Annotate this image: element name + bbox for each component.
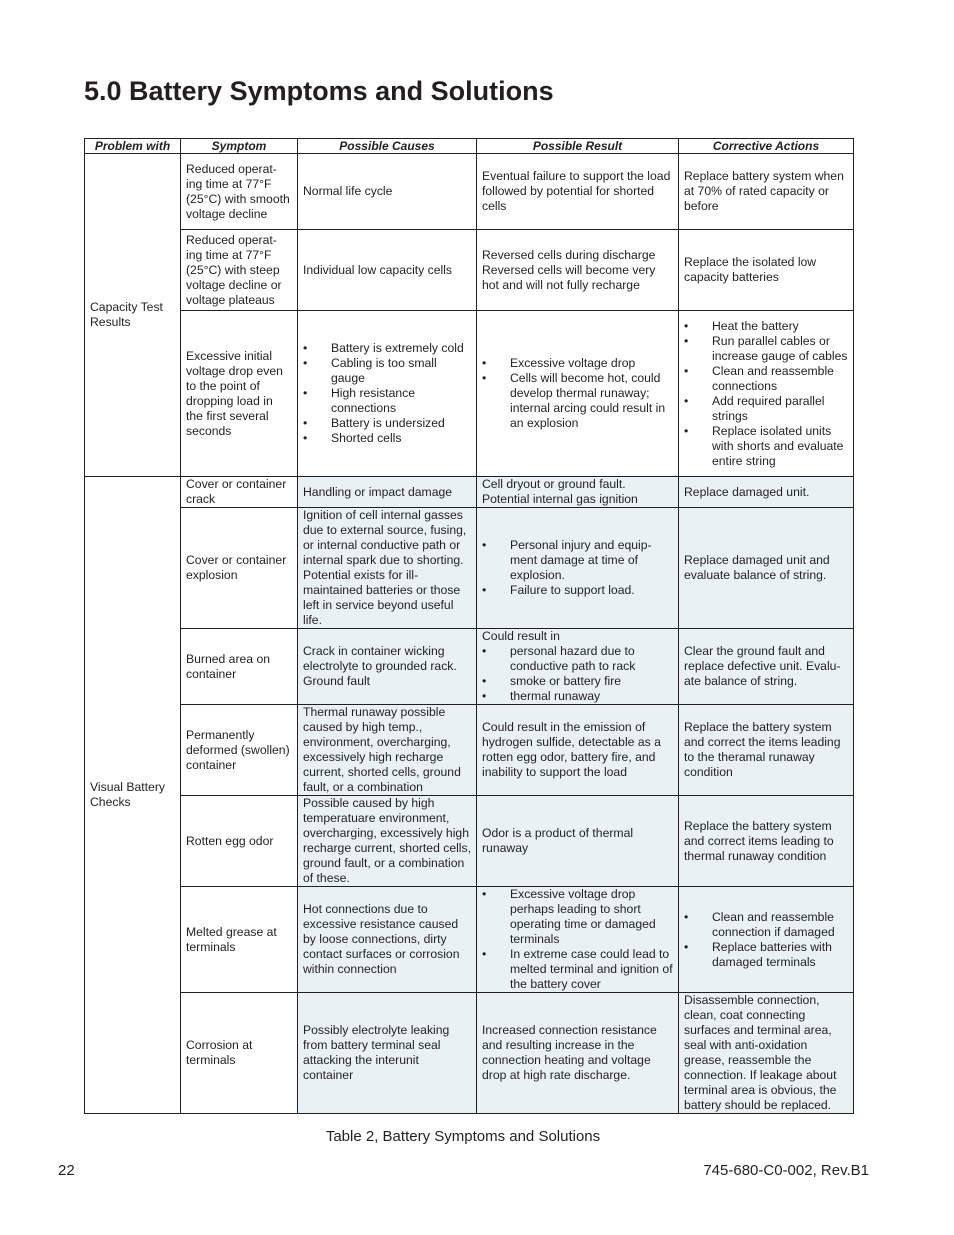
table-row <box>85 230 854 311</box>
result-cell: Eventual failure to support the load followed by potential for shorted cells <box>477 154 679 230</box>
symptom-cell: Rotten egg odor <box>181 796 298 887</box>
symptom-cell: Melted grease at terminals <box>181 887 298 993</box>
causes-cell: Crack in container wicking electrolyte to grounded rack. Ground fault <box>298 629 477 705</box>
causes-cell: Thermal runaway possible caused by high temp., environment, overcharging, excessively high recharge current, shorted cells, ground fault, or a combination <box>298 705 477 796</box>
result-list <box>482 644 674 704</box>
symptom-cell: Burned area on container <box>181 629 298 705</box>
list-item: • Personal injury and equip-ment damage at time of explosion. <box>482 538 674 583</box>
table-header-row <box>85 139 854 154</box>
header-symptom: Symptom <box>181 139 298 154</box>
causes-cell: Hot connections due to excessive resistance caused by loose connections, dirty contact surfaces or corrosion within connection <box>298 887 477 993</box>
header-corrective-actions: Corrective Actions <box>679 139 854 154</box>
list-item: • Failure to support load. <box>482 583 674 598</box>
table-row <box>85 705 854 796</box>
result-cell: Odor is a product of thermal runaway <box>477 796 679 887</box>
actions-cell: Replace the isolated low capacity batteries <box>679 230 854 311</box>
page-title: 5.0 Battery Symptoms and Solutions <box>84 76 554 106</box>
table-row <box>85 796 854 887</box>
causes-cell: Normal life cycle <box>298 154 477 230</box>
table-row <box>85 154 854 230</box>
result-list <box>482 887 674 992</box>
list-item: • Battery is undersized <box>303 416 472 431</box>
result-cell: Reversed cells during discharge Reversed cells will become very hot and will not fully recharge <box>477 230 679 311</box>
causes-cell: Possible caused by high temperatuare environment, overcharging, excessively high recharge current, shorted cells, ground fault, or a combination of these. <box>298 796 477 887</box>
table-row <box>85 629 854 705</box>
actions-cell <box>679 887 854 993</box>
causes-cell: Individual low capacity cells <box>298 230 477 311</box>
list-item: • personal hazard due to conductive path to rack <box>482 644 674 674</box>
table-row <box>85 477 854 508</box>
list-item: • Shorted cells <box>303 431 472 446</box>
table-row <box>85 993 854 1114</box>
table-row <box>85 887 854 993</box>
actions-cell: Disassemble connection, clean, coat connecting surfaces and terminal area, seal with anti-oxidation grease, reassemble the connection. If leakage about terminal area is obvious, the battery should be replaced. <box>679 993 854 1114</box>
list-item: • thermal runaway <box>482 689 674 704</box>
table-row <box>85 311 854 477</box>
list-item: • Add required parallel strings <box>684 394 849 424</box>
list-item: • Heat the battery <box>684 319 849 334</box>
battery-symptoms-table <box>84 138 854 1114</box>
causes-cell: Ignition of cell internal gasses due to external source, fusing, or internal conductive path or internal spark due to shorting. Potential exists for ill-maintained batteries or those left in service beyond useful life. <box>298 508 477 629</box>
problem-group-capacity-test: Capacity Test Results <box>85 154 181 477</box>
list-item: • Replace batteries with damaged terminals <box>684 940 849 970</box>
document-id: 745-680-C0-002, Rev.B1 <box>703 1162 869 1179</box>
actions-cell: Replace damaged unit and evaluate balance of string. <box>679 508 854 629</box>
list-item: • Clean and reassemble connection if damaged <box>684 910 849 940</box>
result-list <box>482 356 674 431</box>
result-cell <box>477 629 679 705</box>
list-item: • Clean and reassemble connections <box>684 364 849 394</box>
result-cell <box>477 311 679 477</box>
causes-cell <box>298 311 477 477</box>
causes-cell: Handling or impact damage <box>298 477 477 508</box>
header-possible-causes: Possible Causes <box>298 139 477 154</box>
causes-cell: Possibly electrolyte leaking from battery terminal seal attacking the interunit container <box>298 993 477 1114</box>
result-cell <box>477 508 679 629</box>
actions-cell: Clear the ground fault and replace defective unit. Evalu-ate balance of string. <box>679 629 854 705</box>
actions-cell: Replace battery system when at 70% of rated capacity or before <box>679 154 854 230</box>
actions-cell <box>679 311 854 477</box>
list-item: • Cells will become hot, could develop thermal runaway; internal arcing could result in an explosion <box>482 371 674 431</box>
list-item: • smoke or battery fire <box>482 674 674 689</box>
list-item: • Excessive voltage drop perhaps leading to short operating time or damaged terminals <box>482 887 674 947</box>
causes-list <box>303 341 472 446</box>
result-cell: Could result in the emission of hydrogen sulfide, detectable as a rotten egg odor, battery fire, and inability to support the load <box>477 705 679 796</box>
actions-cell: Replace the battery system and correct items leading to thermal runaway condition <box>679 796 854 887</box>
actions-list <box>684 319 849 469</box>
result-cell: Increased connection resistance and resulting increase in the connection heating and voltage drop at high rate discharge. <box>477 993 679 1114</box>
result-list <box>482 538 674 598</box>
header-problem-with: Problem with <box>85 139 181 154</box>
result-cell: Cell dryout or ground fault. Potential internal gas ignition <box>477 477 679 508</box>
symptom-cell: Reduced operat-ing time at 77°F (25°C) with smooth voltage decline <box>181 154 298 230</box>
symptom-cell: Reduced operat-ing time at 77°F (25°C) with steep voltage decline or voltage plateaus <box>181 230 298 311</box>
actions-list <box>684 910 849 970</box>
symptom-cell: Excessive initial voltage drop even to the point of dropping load in the first several seconds <box>181 311 298 477</box>
page-number: 22 <box>58 1162 75 1179</box>
list-item: • High resistance connections <box>303 386 472 416</box>
list-item: • Run parallel cables or increase gauge of cables <box>684 334 849 364</box>
result-intro: Could result in <box>482 629 560 643</box>
list-item: • Battery is extremely cold <box>303 341 472 356</box>
header-possible-result: Possible Result <box>477 139 679 154</box>
symptom-cell: Cover or container crack <box>181 477 298 508</box>
table-row <box>85 508 854 629</box>
table-caption: Table 2, Battery Symptoms and Solutions <box>325 1128 601 1145</box>
problem-group-visual-checks: Visual Battery Checks <box>85 477 181 1114</box>
result-cell <box>477 887 679 993</box>
list-item: • Cabling is too small gauge <box>303 356 472 386</box>
symptom-cell: Cover or container explosion <box>181 508 298 629</box>
list-item: • Replace isolated units with shorts and evaluate entire string <box>684 424 849 469</box>
actions-cell: Replace the battery system and correct the items leading to the theramal runaway condition <box>679 705 854 796</box>
actions-cell: Replace damaged unit. <box>679 477 854 508</box>
symptom-cell: Permanently deformed (swollen) container <box>181 705 298 796</box>
list-item: • In extreme case could lead to melted terminal and ignition of the battery cover <box>482 947 674 992</box>
list-item: • Excessive voltage drop <box>482 356 674 371</box>
symptom-cell: Corrosion at terminals <box>181 993 298 1114</box>
